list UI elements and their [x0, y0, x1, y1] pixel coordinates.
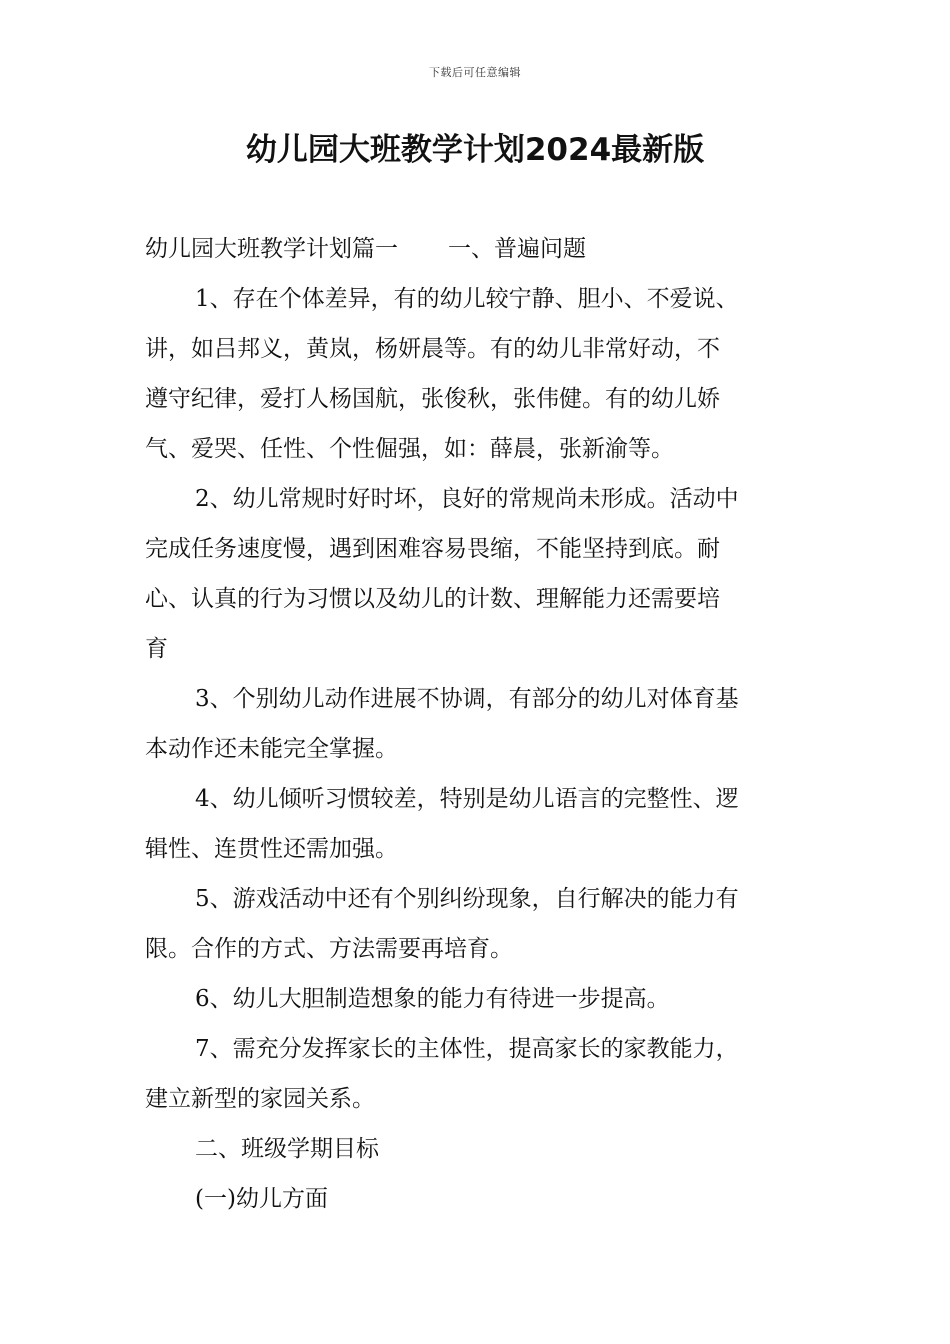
paragraph-line: 1、存在个体差异，有的幼儿较宁静、胆小、不爱说、: [195, 286, 739, 312]
paragraph-line: 限。合作的方式、方法需要再培育。: [145, 936, 513, 962]
paragraph-line: 建立新型的家园关系。: [145, 1086, 375, 1112]
paragraph-line: 讲，如吕邦义，黄岚，杨妍晨等。有的幼儿非常好动，不: [145, 336, 720, 362]
section-heading: 一、普遍问题: [448, 236, 586, 262]
paragraph-line: 2、幼儿常规时好时坏，良好的常规尚未形成。活动中: [195, 486, 739, 512]
paragraph-line: 6、幼儿大胆制造想象的能力有待进一步提高。: [195, 986, 670, 1012]
section-heading-line: 二、班级学期目标: [195, 1136, 379, 1162]
paragraph-line: 遵守纪律，爱打人杨国航，张俊秋，张伟健。有的幼儿娇: [145, 386, 720, 412]
header-note: 下载后可任意编辑: [429, 66, 521, 79]
paragraph-line: 育: [145, 636, 168, 662]
document-title: 幼儿园大班教学计划2024最新版: [245, 132, 705, 168]
intro-line: [145, 224, 810, 274]
paragraph-line: 辑性、连贯性还需加强。: [145, 836, 398, 862]
paragraph-line: 本动作还未能完全掌握。: [145, 736, 398, 762]
paragraph-line: 7、需充分发挥家长的主体性，提高家长的家教能力，: [195, 1036, 739, 1062]
paragraph-line: 5、游戏活动中还有个别纠纷现象，自行解决的能力有: [195, 886, 739, 912]
paragraph-line: 气、爱哭、任性、个性倔强，如：薛晨，张新渝等。: [145, 436, 674, 462]
paragraph-line: 4、幼儿倾听习惯较差，特别是幼儿语言的完整性、逻: [195, 786, 739, 812]
paragraph-line: 心、认真的行为习惯以及幼儿的计数、理解能力还需要培: [145, 586, 720, 612]
subsection-heading-line: (一)幼儿方面: [195, 1186, 328, 1212]
paragraph-line: 3、个别幼儿动作进展不协调，有部分的幼儿对体育基: [195, 686, 739, 712]
paragraph-line: 完成任务速度慢，遇到困难容易畏缩，不能坚持到底。耐: [145, 536, 720, 562]
part-heading: 幼儿园大班教学计划篇一: [145, 236, 398, 262]
document-body: [145, 224, 810, 1224]
